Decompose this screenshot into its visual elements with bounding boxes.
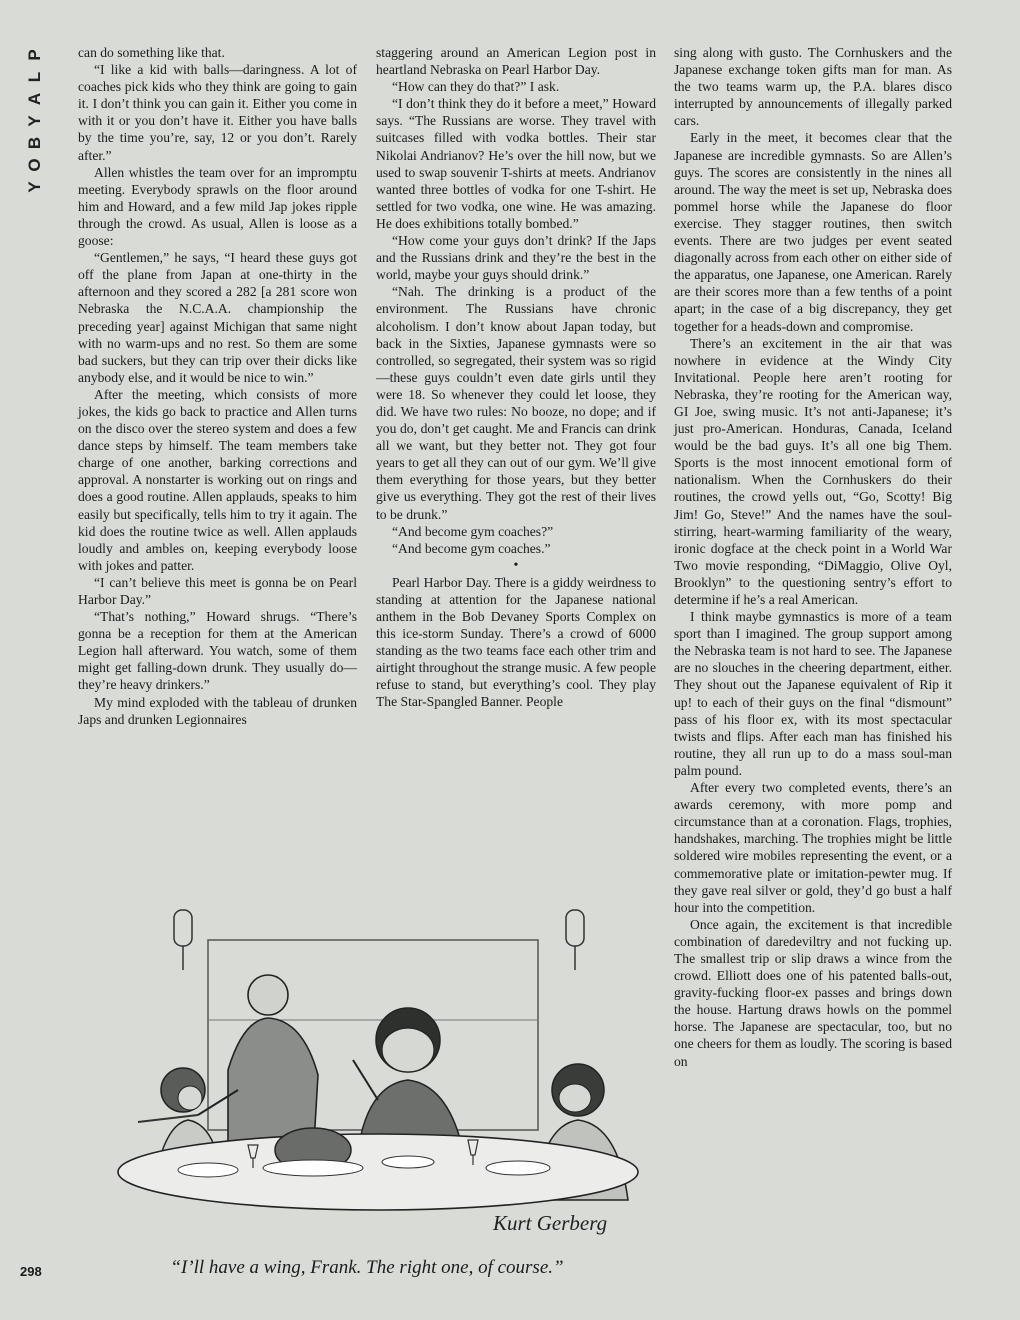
cartoon-drawing — [78, 900, 656, 1248]
cartoon-caption: “I’ll have a wing, Frank. The right one, of course.” — [170, 1257, 564, 1278]
paragraph: “Nah. The drinking is a product of the environment. The Russians have chronic alcoholism. I don’t know about Japan today, but back in the Sixties, Japanese gymnasts were so controlled, so segregated, their system was so rigid—these guys couldn’t even date girls until they were 18. So whenever they could let loose, they did. We have two rules: No booze, no dope; and if you do, don’t get caught. Me and Francis can drink all we want, but they better not. They got four years to get all they can out of our gym. We’ll give them everything for those years, but they better give us everything. They got the rest of their lives to be drunk.” — [376, 284, 656, 522]
paragraph: “That’s nothing,” Howard shrugs. “There’s gonna be a reception for them at the American Legion hall afterward. You watch, some of them might get falling-down drunk. They usually do—they’re heavy drinkers.” — [78, 609, 357, 693]
column-3 — [674, 44, 952, 1070]
spine-letter: O — [25, 158, 44, 172]
paragraph: “How can they do that?” I ask. — [392, 79, 560, 95]
cartoonist-signature: Kurt Gerberg — [493, 1211, 608, 1235]
paragraph: “I don’t think they do it before a meet,” Howard says. “The Russians are worse. They travel with suitcases filled with vodka bottles. Their star Nikolai Andrianov? He’s over the hill now, but we used to swap souvenir T-shirts at meets. Andrianov wanted three bottles of vodka for one T-shirt. He settled for two vodka, one wine. He was amazing. He does exhibitions totally bombed.” — [376, 96, 656, 231]
paragraph: can do something like that. — [78, 45, 225, 60]
section-divider: • — [513, 557, 519, 573]
spine-letter: Y — [25, 115, 44, 127]
paragraph: After every two completed events, there’s an awards ceremony, with more pomp and circumstance than at a coronation. Flags, trophies, handshakes, marching. The trophies might be little soldered wire mobiles representing the event, or a commemorative plate or imitation-pewter mug. If they gave real silver or gold, they’d go bust a half hour into the competition. — [674, 780, 952, 915]
paragraph: My mind exploded with the tableau of drunken Japs and drunken Legionnaires — [78, 694, 357, 727]
spine-letter: B — [25, 136, 44, 150]
paragraph: staggering around an American Legion post in heartland Nebraska on Pearl Harbor Day. — [376, 45, 656, 78]
page-number: 298 — [20, 1264, 42, 1279]
paragraph: “I can’t believe this meet is gonna be on Pearl Harbor Day.” — [78, 574, 357, 607]
spine-letter: P — [25, 49, 44, 61]
paragraph: Allen whistles the team over for an impromptu meeting. Everybody sprawls on the floor around him and Howard, and a few mild Jap jokes ripple through the crowd. As usual, Allen is loose as a goose: — [78, 164, 357, 249]
paragraph: “I like a kid with balls—daringness. A lot of coaches pick kids who they think are going to gain it. I don’t think you can gain it. Either you come in with it or you don’t have it. Either you have balls by the time you’re, say, 12 or you don’t. Rarely after.” — [78, 62, 357, 163]
paragraph: sing along with gusto. The Cornhuskers and the Japanese exchange token gifts man for man. As the two teams warm up, the P.A. blares disco interrupted by announcements of illegally parked cars. — [674, 45, 952, 129]
paragraph: There’s an excitement in the air that was nowhere in evidence at the Windy City Invitational. People here aren’t rooting for Nebraska, they’re rooting for the American way, GI Joe, swing music. It’s not anti-Japanese; it’s just pro-American. Honduras, Canada, Iceland would be the bad guys. It’s all one big Them. Sports is the most innocent emotional form of nationalism. When the Cornhuskers do their routines, the crowd yells out, “Go, Scotty! Big Jim! Go, Steve!” And the names have the soul-stirring, heart-warming familiarity of the weary, ironic dogface at the check point in a World War Two movie responding, “DiMaggio, Olive Oyl, Brooklyn” to the questioning sentry’s effort to determine if he’s a real American. — [674, 335, 952, 607]
paragraph: I think maybe gymnastics is more of a team sport than I imagined. The group support among the Nebraska team is not hard to see. The Japanese are no slouches in the cheering department, either. They shout out the Japanese equivalent of Rip it up! to each of their guys on the final “dismount” pass of his floor ex, with its most spectacular twists and flips. After each man has finished his routine, they all run up to do a mass soul-man palm pound. — [674, 609, 952, 778]
column-2 — [376, 44, 656, 711]
paragraph: “And become gym coaches?” — [392, 523, 554, 539]
paragraph: Pearl Harbor Day. There is a giddy weirdness to standing at attention for the Japanese national anthem in the Bob Devaney Sports Complex on this ice-storm Sunday. There’s a crowd of 6000 standing as the two teams face each other trim and airtight throughout the strange music. A few people refuse to stand, but everything’s cool. They play The Star-Spangled Banner. People — [376, 574, 656, 710]
paragraph: Once again, the excitement is that incredible combination of daredeviltry and not fucking up. The smallest trip or slip draws a wince from the crowd. Elliott does one of his patented balls-out, gravity-fucking floor-ex passes and brings down the house. Hartung draws howls on the pommel horse. The Japanese are spectacular, too, but no one cheers for them as loudly. The scoring is based on — [674, 916, 952, 1069]
magazine-spine-label — [22, 44, 48, 198]
paragraph: “How come your guys don’t drink? If the Japs and the Russians drink and they’re the best in the world, maybe your guys should drink.” — [376, 233, 656, 283]
spine-letter: Y — [25, 181, 44, 193]
paragraph: Early in the meet, it becomes clear that the Japanese are incredible gymnasts. So are Allen’s guys. The scores are consistently in the nines all around. The way the meet is set up, Nebraska does pommel horse while the Japanese do floor exercise. They stagger routines, then switch events. There are two judges per event seated diagonally across from each other on either side of the apparatus, one Japanese, one American. Rarely are their scores more than a few tenths of a point apart; in the case of a big discrepancy, they get together for a heads-down and compromise. — [674, 130, 952, 334]
column-1 — [78, 44, 357, 728]
paragraph: After the meeting, which consists of more jokes, the kids go back to practice and Allen turns on the disco over the stereo system and does a few dance steps by himself. The team members take charge of one another, barking corrections and approval. A nonstarter is working out on rings and does a good routine. Allen applauds, speaks to him easily but specifically, tells him to try it again. The kid does the routine twice as well. Allen applauds loudly and ambles on, keeping everybody loose with jokes and patter. — [78, 386, 357, 573]
paragraph: “And become gym coaches.” — [392, 540, 551, 556]
spine-letter: A — [25, 92, 44, 106]
spine-letter: L — [25, 71, 44, 83]
paragraph: “Gentlemen,” he says, “I heard these guys got off the plane from Japan at one-thirty in the afternoon and they scored a 282 [a 281 score won Nebraska the N.C.A.A. championship the preceding year] against Michigan that same night with no warm-ups and no rest. So them are some bad suckers, but they can trip over their dicks like anybody else, and it would be nice to win.” — [78, 250, 357, 385]
cartoon-illustration — [78, 900, 656, 1248]
